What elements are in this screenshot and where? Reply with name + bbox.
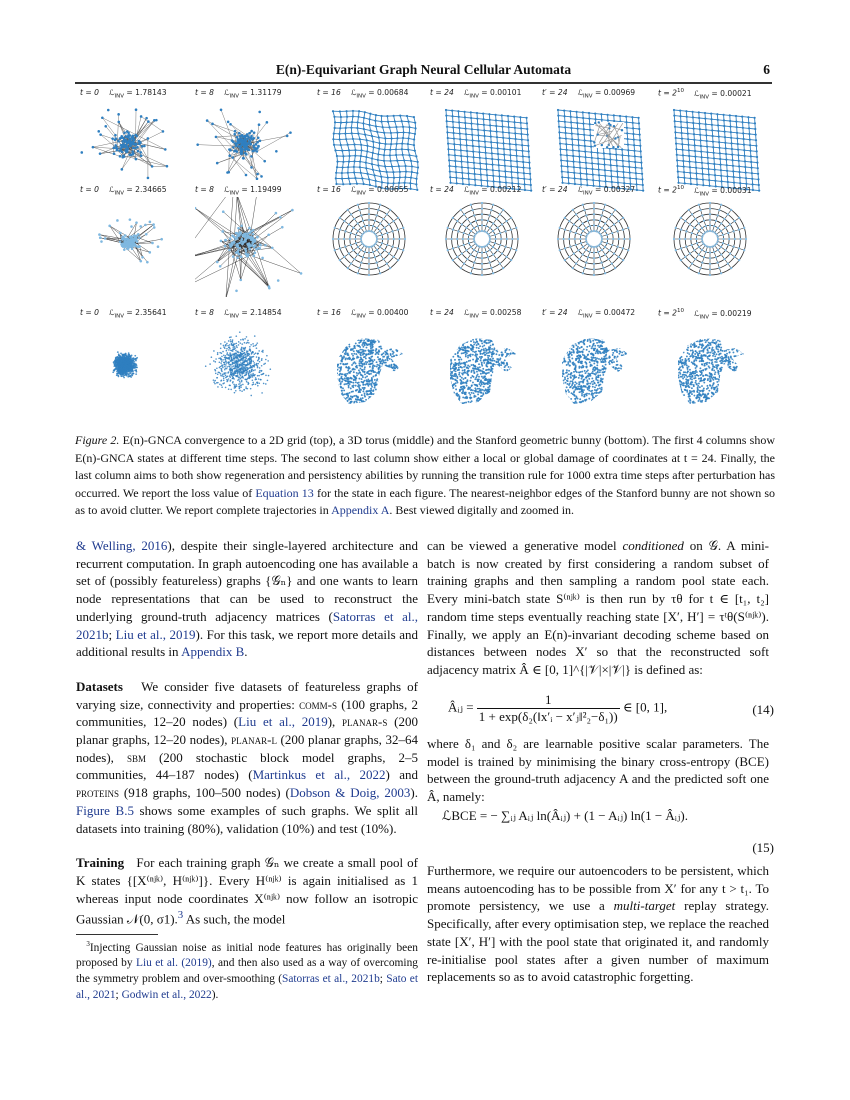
citation-link[interactable]: Satorras et al., 2021b <box>282 972 380 985</box>
body-text: ), despite their single-layered architecture and recurrent computation. In graph autoencoding one has available a set of (possibly featureless) graphs {𝒢ₙ} and one wants to learn node representations that can be used to reconstruct the underlying ground-truth adjacency matrices ( <box>76 538 418 624</box>
figure-panel-stanford-bunny <box>317 308 429 423</box>
dataset-name: comm-s <box>299 696 337 712</box>
panel-label: t = 16 ℒ$_{INV}$ = 0.00655 <box>317 185 409 197</box>
body-text: replay strategy. Specifically, after every optimisation step, we replace the reached state [X′, H′] with the pool state that originated it, and randomly re-initialise pool states after a given number of maximum replacements so as to avoid catastrophic forgetting. <box>427 898 769 985</box>
citation-link[interactable]: Liu et al., 2019 <box>238 714 328 730</box>
footnote-number: 3 <box>86 940 90 948</box>
figure-panel-3d-torus <box>80 185 192 300</box>
header-rule <box>75 82 772 84</box>
figure-panel-stanford-bunny <box>195 308 307 423</box>
citation-link[interactable]: Martinkus et al., 2022 <box>252 767 386 783</box>
figure-panel-stanford-bunny <box>80 308 192 423</box>
dataset-name: proteins <box>76 785 120 801</box>
body-text: where δ₁ and δ₂ are learnable positive scalar parameters. The model is trained by minimising the binary cross-entropy (BCE) between the ground-truth adjacency A and the predicted soft one Â, namely: <box>427 736 769 805</box>
figure-2 <box>80 88 780 423</box>
link-appendix-a[interactable]: Appendix A <box>331 503 390 518</box>
body-text: (200 planar graphs, 32–64 nodes), <box>76 732 418 765</box>
citation-link[interactable]: Liu et al. (2019) <box>135 957 212 970</box>
paragraph-persistency <box>427 862 769 986</box>
footnote-3 <box>76 937 418 1003</box>
footnote-marker[interactable]: 3 <box>177 909 184 922</box>
figure-panel-stanford-bunny <box>430 308 542 423</box>
figure-panel-3d-torus <box>430 185 542 300</box>
figure-caption <box>75 432 775 520</box>
equation-rhs: ∈ [0, 1], <box>622 699 668 715</box>
footnote-text: ; <box>379 972 387 985</box>
graph-plot <box>658 197 770 297</box>
left-column <box>76 537 418 928</box>
citation-link[interactable]: Godwin et al., 2022 <box>121 988 212 1001</box>
link-equation-13[interactable]: Equation 13 <box>255 485 314 500</box>
citation-link[interactable]: & Welling, 2016 <box>76 538 168 553</box>
panel-label: t′ = 24 ℒ$_{INV}$ = 0.00472 <box>542 308 636 320</box>
graph-plot <box>195 320 307 420</box>
body-text: (200 planar graphs, 12–20 nodes), <box>76 714 418 748</box>
citation-link[interactable]: Liu et al., 2019 <box>115 626 196 642</box>
graph-plot <box>317 197 429 297</box>
caption-text: E(n)-GNCA convergence to a 2D grid (top), a 3D torus (middle) and the Stanford geometric bunny (bottom). The first 4 columns show E(n)-GNCA states at different time steps. The second to last column show either a local or global damage of coordinates at t = 24. Finally, the last column aims to both show regeneration and persistency abilities by running the transition rule for 1000 extra time steps after perturbation has occurred. We report the loss value of <box>75 433 775 500</box>
fraction-denominator: 1 + exp(δ₂(‖x′ᵢ − x′ⱼ‖²₂−δ₁)) <box>478 709 618 724</box>
panel-label: t = 0 ℒ$_{INV}$ = 1.78143 <box>80 88 167 100</box>
paragraph-intro <box>76 537 418 661</box>
figure-panel-3d-torus <box>658 185 770 300</box>
graph-plot <box>542 197 654 297</box>
body-text: We consider five datasets of featureless graphs of varying size, connectivity and properties: <box>76 678 418 712</box>
fraction-numerator: 1 <box>477 692 620 709</box>
graph-plot <box>430 197 542 297</box>
body-text: can be viewed a generative model <box>427 538 623 553</box>
equation-number: (15) <box>752 840 774 855</box>
dataset-name: planar-s <box>342 714 388 730</box>
panel-label: t = 16 ℒ$_{INV}$ = 0.00684 <box>317 88 409 100</box>
link-appendix-b[interactable]: Appendix B <box>181 644 245 660</box>
caption-label: Figure 2. <box>75 433 120 447</box>
body-text: As such, the model <box>183 911 286 927</box>
citation-link[interactable]: Sato et al., 2021 <box>76 972 419 1001</box>
link-figure-b5[interactable]: Figure B.5 <box>76 802 134 818</box>
panel-label: t = 8 ℒ$_{INV}$ = 1.31179 <box>195 88 282 100</box>
body-text: ) and <box>385 767 418 783</box>
dataset-name: planar-l <box>231 732 277 748</box>
body-text: (100 graphs, 2 communities, 12–20 nodes) ( <box>76 696 418 730</box>
footnote-text: ; <box>115 988 122 1001</box>
paragraph-generative <box>427 537 769 695</box>
emphasis: conditioned <box>622 538 684 553</box>
body-text: ). For this task, we report more details and additional results in <box>76 626 418 660</box>
panel-label: t = 0 ℒ$_{INV}$ = 2.34665 <box>80 185 167 197</box>
body-text: ), <box>327 714 343 730</box>
figure-panel-3d-torus <box>542 185 654 300</box>
body-text: For each training graph 𝒢ₙ we create a small pool of K states {[X⁽ⁿʲᵏ⁾, H⁽ⁿʲᵏ⁾]}. Every H⁽ⁿʲᵏ⁾ is again initialised as 1 whereas input node coordinates X⁽ⁿʲᵏ⁾ now follow an isotropic Gaussian 𝒩(0, σ1). <box>76 855 419 927</box>
page-number: 6 <box>763 62 770 77</box>
body-text: (918 graphs, 100–500 nodes) ( <box>119 785 290 801</box>
body-text: . <box>244 644 248 660</box>
panel-label: $t = 2^{10}$ ℒ$_{INV}$ = 0.00021 <box>658 88 752 101</box>
figure-panel-3d-torus <box>195 185 307 300</box>
paragraph-bce <box>427 735 769 806</box>
body-text: Furthermore, we require our autoencoders to be persistent, which means autoencoding has to be possible from X′ for any t > t₁. To promote persistency, we use a <box>427 863 769 914</box>
caption-text: . Best viewed digitally and zoomed in. <box>389 503 575 518</box>
equation-14 <box>448 692 774 725</box>
equation-body: ℒBCE = − ∑ᵢⱼ Aᵢⱼ ln(Âᵢⱼ) + (1 − Aᵢⱼ) ln(1 − Âᵢⱼ). <box>442 808 688 823</box>
graph-plot <box>542 320 654 420</box>
body-text: on 𝒢. A mini-batch is now created by first considering a random subset of training graphs and then sampling a random pool state each. Every mini-batch state S⁽ⁿʲᵏ⁾ is then run by τθ for t ∈ [t₁, t₂] random time steps eventually reaching state [X′, H′] = τᵗθ(S⁽ⁿʲᵏ⁾). Finally, we apply an E(n)-invariant decoding scheme based on distances between nodes X′ so that the reconstructed soft adjacency matrix Â ∈ [0, 1]^{|𝒱|×|𝒱|} is defined as: <box>427 538 770 677</box>
footnote-rule <box>76 934 158 935</box>
panel-label: t = 8 ℒ$_{INV}$ = 2.14854 <box>195 308 282 320</box>
dataset-name: sbm <box>126 749 146 765</box>
equation-15 <box>442 808 774 855</box>
citation-link[interactable]: Satorras et al., 2021b <box>76 608 418 642</box>
panel-label: t = 8 ℒ$_{INV}$ = 1.19499 <box>195 185 282 197</box>
panel-label: t′ = 24 ℒ$_{INV}$ = 0.00327 <box>542 185 636 197</box>
citation-link[interactable]: Dobson & Doig, 2003 <box>289 785 411 801</box>
figure-panel-stanford-bunny <box>542 308 654 423</box>
emphasis: multi-target <box>613 898 676 914</box>
body-text: shows some examples of such graphs. We split all datasets into training (80%), validation (10%) and test (10%). <box>76 802 418 836</box>
panel-label: $t = 2^{10}$ ℒ$_{INV}$ = 0.00219 <box>658 308 752 321</box>
section-heading-training: Training <box>76 855 125 871</box>
body-text: (200 stochastic block model graphs, 2–5 communities, 44–187 nodes) ( <box>76 749 418 783</box>
paragraph-training <box>76 854 418 928</box>
right-column <box>427 537 769 695</box>
body-text: ; <box>108 626 116 642</box>
caption-text: for the state in each figure. The nearest-neighbor edges of the Stanford bunny are not shown so as to avoid clutter. We report complete trajectories in <box>75 485 776 518</box>
footnote-text: ). <box>211 988 219 1001</box>
panel-label: t = 0 ℒ$_{INV}$ = 2.35641 <box>80 308 167 320</box>
panel-label: t = 24 ℒ$_{INV}$ = 0.00258 <box>430 308 522 320</box>
panel-label: t′ = 24 ℒ$_{INV}$ = 0.00969 <box>542 88 636 100</box>
graph-plot <box>430 320 542 420</box>
figure-panel-stanford-bunny <box>658 308 770 423</box>
equation-lhs: Âᵢⱼ = <box>448 699 474 715</box>
paper-title: E(n)-Equivariant Graph Neural Cellular Automata <box>275 62 572 77</box>
paragraph-datasets <box>76 678 418 837</box>
equation-fraction <box>477 692 620 725</box>
footnote-text: Injecting Gaussian noise as initial node features has originally been proposed by <box>76 941 418 970</box>
graph-plot <box>195 197 307 297</box>
running-header <box>75 62 772 80</box>
panel-label: t = 24 ℒ$_{INV}$ = 0.00101 <box>430 88 522 100</box>
graph-plot <box>80 320 192 420</box>
panel-label: $t = 2^{10}$ ℒ$_{INV}$ = 0.00031 <box>658 185 752 198</box>
body-text: ). <box>410 785 419 801</box>
footnote-text: , and then also used as a way of overcoming the symmetry problem and over-smoothing ( <box>76 957 418 985</box>
graph-plot <box>658 320 770 420</box>
section-heading-datasets: Datasets <box>76 678 123 694</box>
graph-plot <box>80 197 192 297</box>
panel-label: t = 16 ℒ$_{INV}$ = 0.00400 <box>317 308 409 320</box>
graph-plot <box>317 320 429 420</box>
figure-panel-3d-torus <box>317 185 429 300</box>
panel-label: t = 24 ℒ$_{INV}$ = 0.00212 <box>430 185 522 197</box>
equation-number: (14) <box>752 702 774 717</box>
